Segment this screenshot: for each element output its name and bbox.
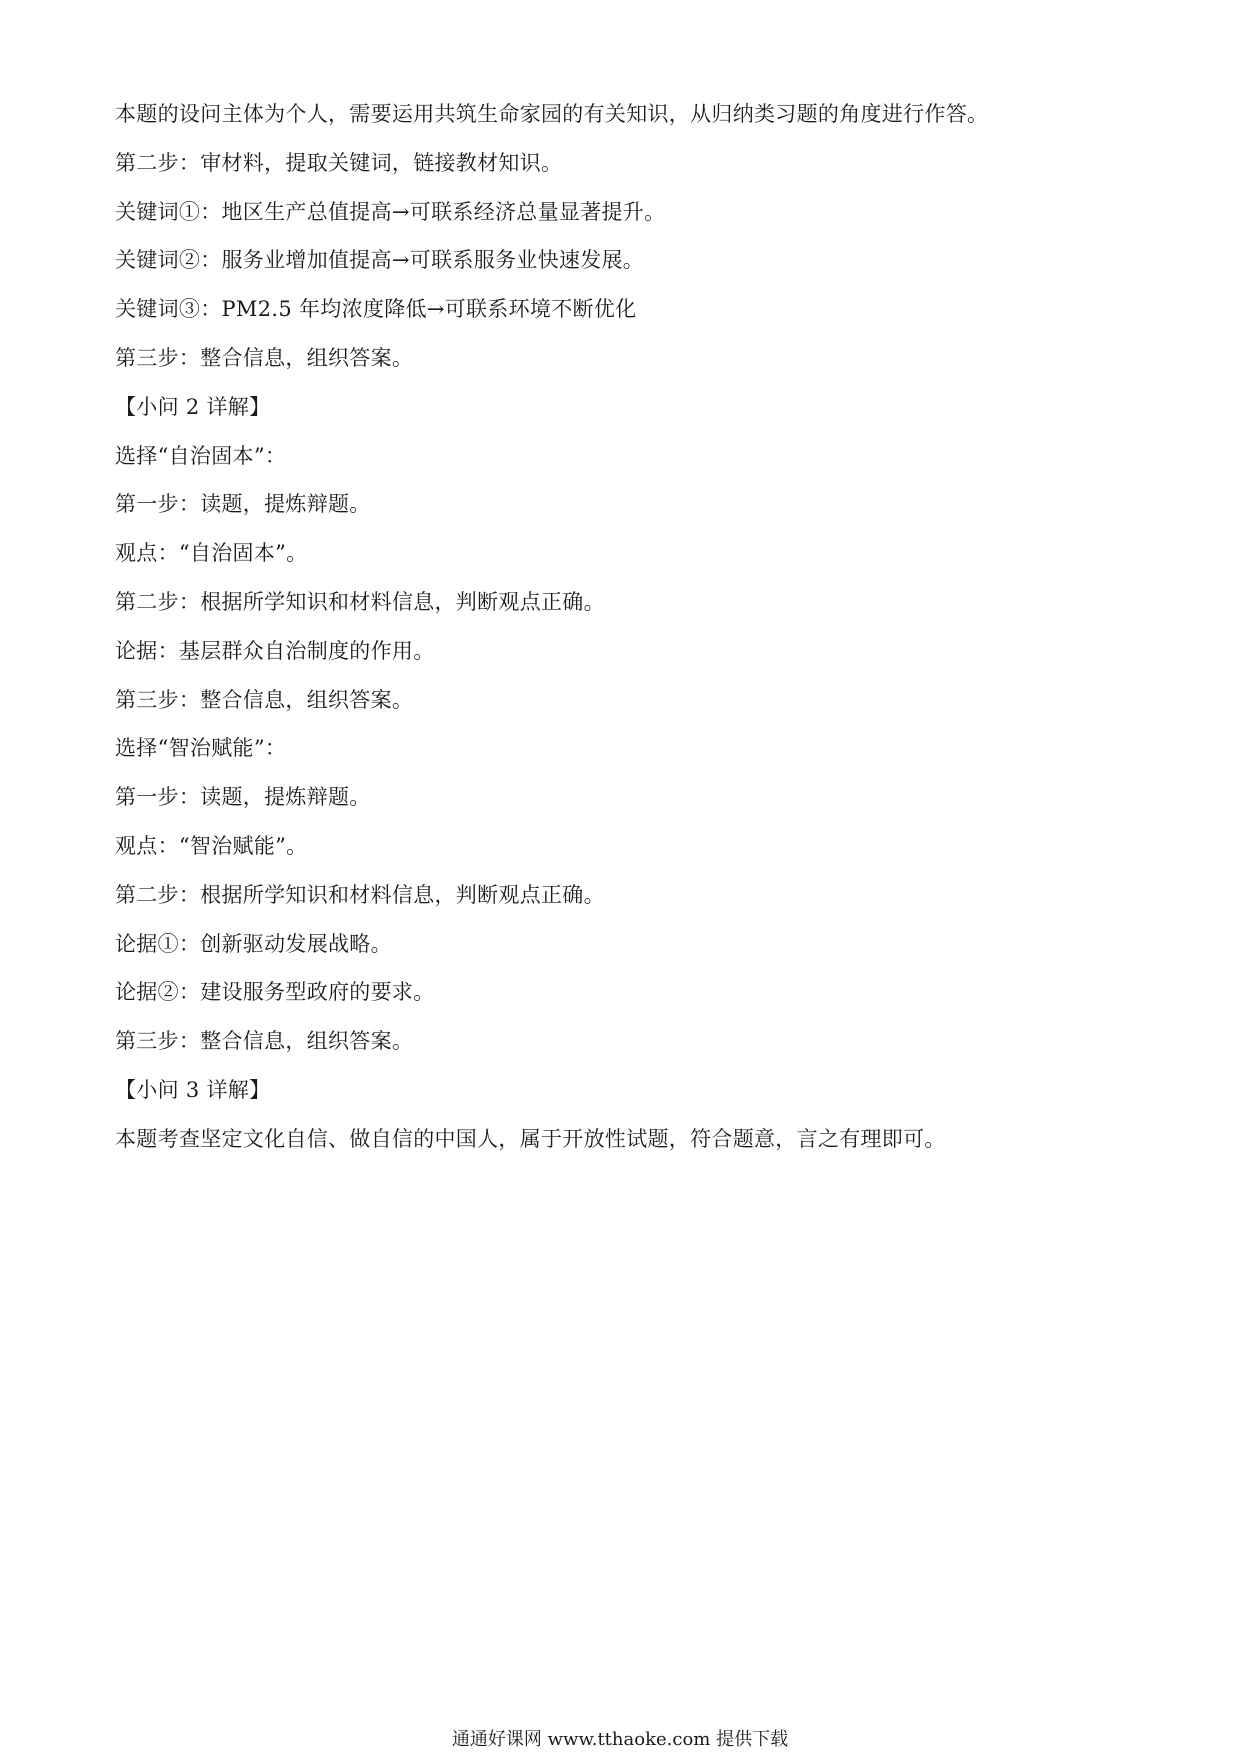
paragraph-line: 选择“智治赋能”： [115,736,287,761]
paragraph-line: 本题的设问主体为个人，需要运用共筑生命家园的有关知识，从归纳类习题的角度进行作答。 [115,102,989,126]
paragraph-line: 论据①：创新驱动发展战略。 [115,931,392,956]
paragraph-line: 本题考查坚定文化自信、做自信的中国人，属于开放性试题，符合题意，言之有理即可。 [115,1126,946,1151]
paragraph-line: 论据②：建设服务型政府的要求。 [115,980,435,1005]
paragraph-line: 第一步：读题，提炼辩题。 [115,492,371,517]
paragraph-line: 论据：基层群众自治制度的作用。 [115,638,435,663]
paragraph-line: 观点：“自治固本”。 [115,541,308,566]
paragraph-line: 第三步：整合信息，组织答案。 [115,687,414,712]
paragraph-line: 第二步：审材料，提取关键词，链接教材知识。 [115,150,563,175]
section-heading: 【小问 2 详解】 [115,394,271,419]
paragraph-line: 第一步：读题，提炼辩题。 [115,785,371,810]
paragraph-line: 关键词③：PM2.5 年均浓度降低→可联系环境不断优化 [115,297,637,322]
paragraph-line: 关键词①：地区生产总值提高→可联系经济总量显著提升。 [115,199,666,224]
paragraph-line: 第二步：根据所学知识和材料信息，判断观点正确。 [115,882,605,907]
document-body [115,100,1125,1174]
paragraph-line: 选择“自治固本”： [115,443,287,468]
paragraph-line: 关键词②：服务业增加值提高→可联系服务业快速发展。 [115,248,645,273]
paragraph-line: 第三步：整合信息，组织答案。 [115,1029,414,1054]
section-heading: 【小问 3 详解】 [115,1077,271,1102]
paragraph-line: 第二步：根据所学知识和材料信息，判断观点正确。 [115,589,605,614]
paragraph-line: 第三步：整合信息，组织答案。 [115,345,414,370]
page-footer: 通通好课网 www.tthaoke.com 提供下载 [451,1729,789,1750]
paragraph-line: 观点：“智治赋能”。 [115,833,308,858]
